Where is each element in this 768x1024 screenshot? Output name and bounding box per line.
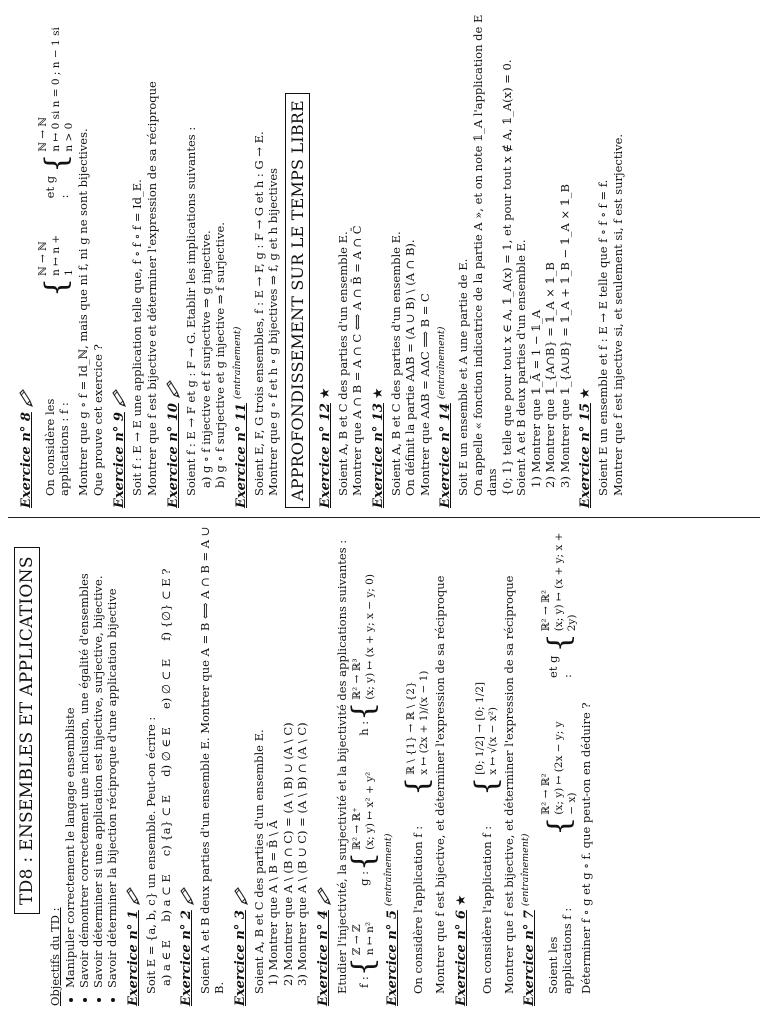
exercise-text: Etudier l'injectivité, la surjectivité et la bijectivité des applications suivantes :	[334, 539, 349, 994]
map-rule: n ↦ 0 si n = 0 ; n − 1 si n > 0	[50, 27, 75, 152]
map-f	[346, 921, 381, 988]
pencil-icon	[165, 379, 181, 399]
exercise-14	[438, 12, 572, 508]
map-domain: ℝ² → ℝ³	[351, 658, 363, 700]
exercise-question: 1) Montrer que A \ B = B̄ \ Ā	[266, 820, 280, 986]
exercise-text: Soient A, B et C des parties d'un ensemble E.	[251, 729, 266, 994]
intro-text: Soient les applications f :	[545, 907, 574, 994]
pencil-icon	[316, 886, 332, 906]
map-f	[468, 682, 504, 796]
exercise-title: Exercice n° 12	[317, 403, 333, 508]
map-label: et g :	[42, 175, 71, 199]
right-column	[12, 12, 625, 508]
exercise-5	[385, 524, 448, 1006]
exercise-question: Montrer que A ∩ B = A ∩ C ⟺ A ∩ B̄ = A ∩ C̄	[350, 225, 364, 496]
intro-text: On considère les applications : f :	[42, 398, 71, 496]
brace-glyph: {	[346, 957, 381, 977]
left-column	[12, 524, 594, 1006]
exercise-text	[540, 524, 579, 1006]
item: a) a ∈ E	[158, 939, 173, 986]
exercise-15	[578, 12, 625, 508]
star-icon: ★	[453, 894, 469, 907]
exercise-title: Exercice n° 1	[125, 910, 141, 1006]
exercise-question: b) g ∘ f surjective et g injective ⇒ f surjective.	[213, 222, 227, 488]
exercise-text: Soient f : E → F et g : F → G. Etablir les implications suivantes :	[184, 126, 198, 496]
map-g	[540, 530, 579, 678]
exercise-question: Montrer que AΔB = AΔC ⟹ B = C	[417, 293, 432, 496]
exercise-tag: (entraînement)	[383, 833, 394, 907]
exercise-question: Que prouve cet exercice ?	[90, 344, 105, 496]
exercise-text	[37, 12, 76, 508]
map-rule: (x; y) ↦ (2x − y; y − x)	[553, 721, 578, 815]
exercise-question: Montrer que g ∘ f et h ∘ g bijectives ⇒ f, g et h bijectives	[266, 167, 280, 496]
map-label: f :	[357, 976, 371, 988]
exercise-9	[111, 12, 159, 508]
exercise-items	[159, 524, 173, 1006]
exercise-text: Soient A, B et C des parties d'un ensemble E.	[388, 231, 403, 496]
exercise-title: Exercice n° 8	[18, 412, 34, 508]
exercise-question: a) g ∘ f injective et f surjective ⇒ g injective.	[198, 230, 213, 488]
map-rule: n ↦ n + 1	[50, 234, 75, 276]
exercise-title: Exercice n° 9	[111, 412, 127, 508]
map-rule: x ↦ (2x + 1)/(x − 1)	[418, 670, 430, 775]
exercise-tag: (entraînement)	[520, 833, 531, 907]
exercise-text: Soient A et B deux parties d'un ensemble E.	[514, 239, 528, 496]
brace-glyph: {	[541, 816, 577, 836]
exercise-text: On définit la partie AΔB = (A ∪ B) \ (A ∩ B).	[403, 239, 417, 496]
maps-row	[346, 524, 381, 1006]
exercise-text: On appelle « fonction indicatrice de la partie A », et on note 𝟙_A l'application de E dans	[470, 14, 499, 496]
map-label: h :	[357, 720, 371, 736]
exercise-text	[468, 524, 504, 1006]
map-domain: ℝ² → ℝ⁺	[351, 807, 363, 850]
map-domain: ℝ \ {1} → ℝ \ {2}	[405, 681, 417, 775]
objective-item: • Manipuler correctement le langage ensembliste	[63, 524, 77, 988]
exercise-question: Montrer que f est bijective, et déterminer l'expression de sa réciproque	[501, 575, 516, 994]
item: f) {∅} ⊂ E ?	[158, 568, 173, 641]
exercise-text: Soient E, F, G trois ensembles, f : E → F, g : F → G et h : G → E.	[251, 131, 266, 496]
exercise-question: Montrer que f est bijective, et déterminer l'expression de sa réciproque	[433, 575, 447, 994]
map-f	[37, 234, 76, 297]
pencil-icon	[125, 886, 141, 906]
exercise-text: Soit f : E → E une application telle que, f ∘ f ∘ f = Id_E.	[130, 179, 144, 496]
map-g	[346, 771, 381, 886]
map-label: et g :	[545, 655, 574, 678]
pencil-icon	[18, 388, 34, 408]
exercise-tag: (entraînement)	[231, 326, 243, 400]
exercise-title: Exercice n° 10	[165, 403, 181, 508]
brace-glyph: {	[346, 851, 381, 871]
brace-glyph: {	[346, 701, 381, 721]
pencil-icon	[233, 886, 249, 906]
map-rule: (x; y) ↦ (x + y; x − y; 0)	[364, 574, 376, 700]
exercise-question: Montrer que f est injective si, et seulement si, f est surjective.	[610, 133, 625, 496]
exercise-11	[231, 12, 281, 508]
exercise-title: Exercice n° 3	[233, 910, 248, 1006]
exercise-title: Exercice n° 11	[233, 403, 249, 508]
star-icon: ★	[370, 387, 386, 400]
exercise-question: 3) Montrer que A \ (B ∪ C) = (A \ B) ∩ (A \ C)	[295, 722, 309, 986]
exercise-6	[454, 524, 517, 1006]
brace-glyph: {	[38, 277, 74, 298]
objective-item: • Savoir déterminer si une application est injective, surjective, bijective.	[91, 524, 105, 988]
exercise-13	[371, 12, 433, 508]
exercise-question: 3) Montrer que 𝟙_{A∪B} = 𝟙_A + 𝟙_B − 𝟙_A × 𝟙_B	[557, 184, 572, 488]
map-rule: (x; y) ↦ x² + y²	[364, 771, 376, 850]
map-label: g :	[357, 870, 371, 886]
exercise-2	[179, 524, 227, 1006]
pencil-icon	[111, 388, 127, 408]
brace-glyph: {	[468, 776, 504, 796]
exercise-question: Déterminer f ∘ g et g ∘ f. que peut-on en déduire ?	[579, 702, 593, 994]
objective-item: • Savoir déterminer la bijection réciproque d'une application bijective	[105, 524, 119, 988]
item: b) a ⊂ E	[158, 874, 173, 922]
map-domain: ℕ → ℕ	[37, 116, 49, 152]
exercise-text: {0; 1} telle que pour tout x ∈ A, 𝟙_A(x) = 1, et pour tout x ∉ A, 𝟙_A(x) = 0.	[499, 59, 514, 496]
exercise-8	[18, 12, 105, 508]
exercise-text: Soient A et B deux parties d'un ensemble E. Montrer que A = B ⟺ A ∩ B = A ∪ B.	[197, 526, 226, 994]
intro-text: On considère l'application f :	[411, 825, 425, 994]
exercise-tag: (entraînement)	[436, 326, 447, 400]
exercise-question: 1) Montrer que 𝟙_Ā = 1 − 𝟙_A	[528, 309, 543, 488]
exercise-text: Soit E = {a, b, c} un ensemble. Peut-on écrire :	[144, 716, 158, 994]
map-domain: [0; 1/2] → [0; 1/2]	[473, 682, 486, 775]
exercise-question: Montrer que g ∘ f = Id_ℕ, mais que ni f, ni g ne sont bijectives.	[76, 128, 90, 496]
exercise-text: Soient E un ensemble et f : E → E telle que f ∘ f ∘ f = f.	[596, 179, 610, 496]
brace-glyph: {	[400, 776, 435, 796]
exercise-12	[318, 12, 365, 508]
page-title: TD8 : ENSEMBLES ET APPLICATIONS	[14, 547, 40, 914]
map-rule: n ↦ n²	[364, 921, 376, 956]
exercise-title: Exercice n° 5	[385, 910, 400, 1006]
intro-text: On considère l'application f :	[479, 825, 494, 994]
exercise-title: Exercice n° 13	[370, 403, 386, 508]
exercise-10	[165, 12, 228, 508]
map-f	[540, 714, 579, 836]
exercise-title: Exercice n° 14	[438, 403, 453, 508]
map-domain: ℝ² → ℝ²	[540, 589, 552, 632]
exercise-1	[125, 524, 173, 1006]
exercise-4	[316, 524, 380, 1006]
exercise-question: 2) Montrer que 𝟙_{A∩B} = 𝟙_A × 𝟙_B	[543, 262, 557, 488]
brace-glyph: {	[38, 153, 74, 173]
item: c) {a} ⊂ E	[158, 794, 173, 857]
map-domain: ℕ → ℕ	[37, 241, 49, 276]
exercise-7	[522, 524, 594, 1006]
exercise-question: Montrer que f est bijective et déterminer l'expression de sa réciproque	[144, 81, 159, 496]
map-h	[346, 574, 381, 736]
exercise-title: Exercice n° 4	[316, 910, 331, 1006]
map-rule: (x; y) ↦ (x + y; x + 2y)	[553, 532, 578, 632]
section-title: APPROFONDISSEMENT SUR LE TEMPS LIBRE	[285, 93, 310, 508]
exercise-text: Soit E un ensemble et A une partie de E.	[456, 258, 470, 496]
exercise-title: Exercice n° 15	[578, 403, 593, 508]
map-f	[400, 670, 435, 796]
map-rule: x ↦ √(x − x²)	[486, 706, 499, 775]
map-g	[37, 18, 76, 198]
exercise-text: Soient A, B et C des parties d'un ensemble E.	[335, 231, 350, 496]
exercise-question: 2) Montrer que A \ (B ∩ C) = (A \ B) ∪ (A \ C)	[280, 722, 295, 986]
objectives-heading: Objectifs du TD :	[48, 907, 62, 1006]
brace-glyph: {	[541, 633, 577, 653]
exercise-title: Exercice n° 7	[522, 910, 537, 1006]
exercise-title: Exercice n° 6	[453, 910, 469, 1006]
objectives-list	[63, 524, 119, 988]
exercise-3	[233, 524, 310, 1006]
item: e) ∅ ⊂ E	[158, 658, 173, 710]
star-icon: ★	[317, 387, 333, 400]
objective-item: • Savoir démontrer correctement une inclusion, une égalité d'ensembles	[77, 524, 91, 988]
item: d) ∅ ∈ E	[158, 727, 173, 777]
star-icon: ★	[578, 387, 593, 400]
map-domain: ℤ → ℤ	[351, 924, 363, 956]
map-domain: ℝ² → ℝ²	[540, 773, 552, 815]
exercise-text	[400, 524, 435, 1006]
exercise-title: Exercice n° 2	[179, 910, 194, 1006]
pencil-icon	[179, 886, 195, 906]
column-divider	[8, 517, 760, 518]
